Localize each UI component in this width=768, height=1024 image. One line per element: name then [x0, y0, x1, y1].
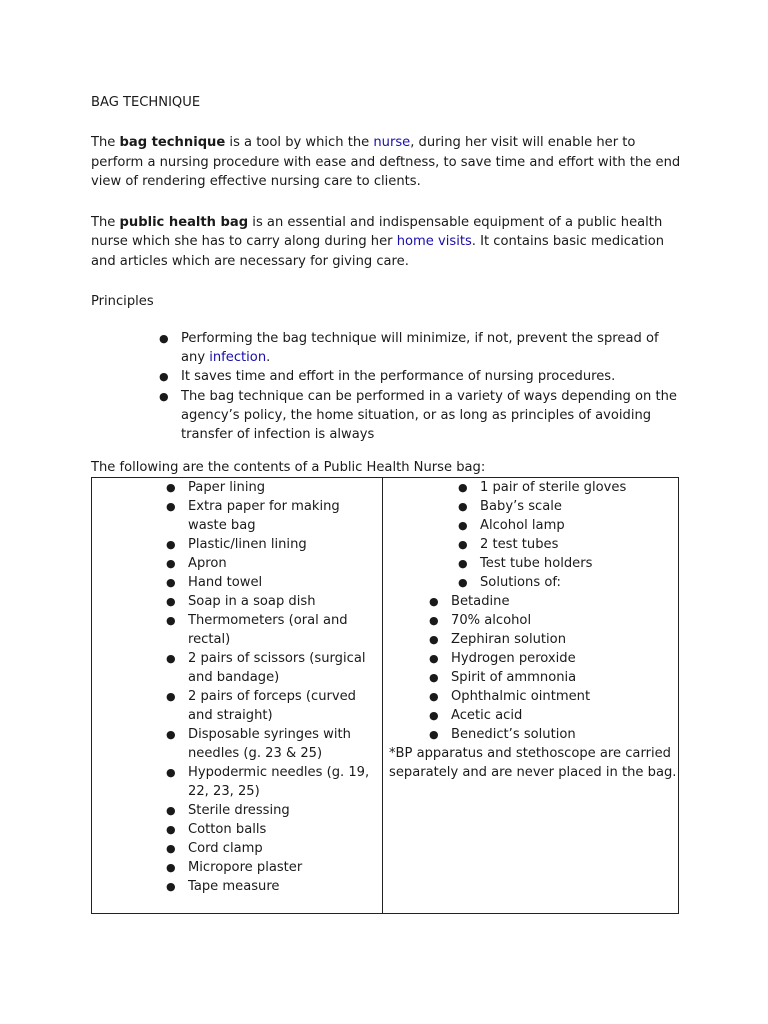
list-item	[458, 573, 678, 592]
bullet-icon: ●	[166, 538, 176, 552]
list-item-text: Baby’s scale	[480, 499, 562, 515]
bullet-icon: ●	[429, 709, 439, 723]
list-item	[429, 592, 678, 611]
para1-text-1: The	[91, 135, 120, 150]
list-item	[159, 387, 681, 445]
principle-text: The bag technique can be performed in a variety of ways depending on the agency’s policy, the home situation, or as long as principles of avoiding transfer of infection is always	[181, 388, 677, 443]
principle-text: Performing the bag technique will minimize, if not, prevent the spread of any	[181, 331, 659, 366]
document-title: BAG TECHNIQUE	[91, 95, 201, 110]
right-items-list	[383, 478, 678, 592]
list-item-text: Hand towel	[188, 575, 263, 591]
bullet-icon: ●	[159, 332, 169, 345]
bullet-icon: ●	[458, 576, 468, 590]
list-item-text: 2 pairs of forceps (curved and straight)	[188, 689, 356, 724]
list-item	[166, 820, 382, 839]
bp-apparatus-note: *BP apparatus and stethoscope are carried separately and are never placed in the bag.	[389, 746, 677, 781]
list-item	[458, 554, 678, 573]
bullet-icon: ●	[166, 823, 176, 837]
bullet-icon: ●	[429, 652, 439, 666]
list-item-text: Tape measure	[188, 879, 280, 895]
list-item-text: Paper lining	[188, 480, 266, 496]
list-item	[166, 649, 382, 687]
list-item-text: Betadine	[451, 594, 510, 610]
list-item-text: Extra paper for making waste bag	[188, 499, 340, 534]
para1-text-2: is a tool by which the	[225, 135, 374, 150]
list-item	[166, 554, 382, 573]
list-item-text: Soap in a soap dish	[188, 594, 316, 610]
public-health-bag-paragraph	[91, 213, 681, 272]
list-item	[429, 611, 678, 630]
principles-heading: Principles	[91, 294, 154, 309]
bullet-icon: ●	[458, 519, 468, 533]
para2-text-2: is an essential and indispensable equipment of a public health nurse which she has to carry along during her	[91, 214, 663, 249]
bullet-icon: ●	[166, 614, 176, 628]
home-visits-link[interactable]: home visits	[396, 234, 472, 249]
list-item-text: Apron	[188, 556, 227, 572]
list-item	[429, 687, 678, 706]
list-item-text: Test tube holders	[480, 556, 593, 572]
bullet-icon: ●	[429, 671, 439, 685]
bullet-icon: ●	[166, 804, 176, 818]
list-item	[429, 668, 678, 687]
bullet-icon: ●	[159, 370, 169, 384]
list-item	[458, 478, 678, 497]
list-item	[458, 516, 678, 535]
bullet-icon: ●	[166, 595, 176, 609]
list-item-text: Plastic/linen lining	[188, 537, 307, 553]
bullet-icon: ●	[159, 389, 169, 403]
bullet-icon: ●	[166, 842, 176, 856]
list-item	[458, 497, 678, 516]
list-item-text: Hydrogen peroxide	[451, 651, 576, 667]
list-item	[429, 630, 678, 649]
intro-paragraph	[91, 133, 681, 192]
list-item	[166, 687, 382, 725]
bullet-icon: ●	[166, 861, 176, 875]
bullet-icon: ●	[429, 595, 439, 609]
para1-bold-term: bag technique	[119, 135, 226, 150]
list-item-text: Hypodermic needles (g. 19, 22, 23, 25)	[188, 765, 370, 800]
principle-end: .	[266, 350, 271, 366]
list-item	[166, 611, 382, 649]
list-item-text: 70% alcohol	[451, 613, 532, 629]
contents-intro: The following are the contents of a Public Health Nurse bag:	[91, 460, 486, 476]
bullet-icon: ●	[429, 633, 439, 647]
list-item	[166, 478, 382, 497]
list-item-text: Sterile dressing	[188, 803, 290, 819]
list-item	[166, 592, 382, 611]
left-column	[92, 478, 383, 914]
para1-text-3: , during her visit will enable her to perform a nursing procedure with ease and deftness, to save time and effort with the end view of rendering effective nursing care to clients.	[91, 135, 681, 189]
bullet-icon: ●	[166, 500, 176, 514]
principle-text: It saves time and effort in the performance of nursing procedures.	[181, 369, 616, 385]
list-item	[166, 858, 382, 877]
bullet-icon: ●	[166, 481, 176, 495]
list-item	[458, 535, 678, 554]
infection-link[interactable]: infection	[209, 350, 267, 366]
bullet-icon: ●	[166, 557, 176, 571]
bullet-icon: ●	[429, 690, 439, 704]
list-item	[166, 497, 382, 535]
list-item	[166, 535, 382, 554]
bullet-icon: ●	[429, 614, 439, 628]
list-item-text: Micropore plaster	[188, 860, 303, 876]
list-item-text: 2 pairs of scissors (surgical and bandage)	[188, 651, 366, 686]
para2-text-3: . It contains basic medication and articles which are necessary for giving care.	[91, 234, 665, 269]
bag-contents-table	[91, 477, 679, 914]
list-item	[166, 725, 382, 763]
bullet-icon: ●	[166, 728, 176, 742]
list-item	[159, 329, 681, 367]
bullet-icon: ●	[429, 728, 439, 742]
list-item-text: Alcohol lamp	[480, 518, 565, 534]
list-item-text: 2 test tubes	[480, 537, 559, 553]
list-item	[159, 367, 681, 386]
list-item	[429, 706, 678, 725]
list-item-text: 1 pair of sterile gloves	[480, 480, 627, 496]
bullet-icon: ●	[166, 652, 176, 666]
bullet-icon: ●	[458, 557, 468, 571]
list-item-text: Ophthalmic ointment	[451, 689, 591, 705]
bullet-icon: ●	[166, 690, 176, 704]
list-item	[166, 877, 382, 896]
list-item-text: Spirit of ammnonia	[451, 670, 577, 686]
bullet-icon: ●	[458, 500, 468, 514]
para2-text-1: The	[91, 214, 120, 230]
bullet-icon: ●	[166, 766, 176, 780]
list-item-text: Zephiran solution	[451, 632, 566, 648]
nurse-link[interactable]: nurse	[373, 135, 411, 150]
list-item-text: Cotton balls	[188, 822, 267, 838]
list-item-text: Thermometers (oral and rectal)	[188, 613, 348, 648]
solutions-list	[383, 592, 678, 744]
principles-list	[91, 329, 681, 444]
bullet-icon: ●	[458, 481, 468, 495]
list-item	[429, 725, 678, 744]
list-item	[166, 763, 382, 801]
list-item-text: Acetic acid	[451, 708, 523, 724]
bullet-icon: ●	[166, 576, 176, 590]
right-column	[383, 478, 679, 914]
list-item-text: Solutions of:	[480, 575, 561, 591]
bullet-icon: ●	[458, 538, 468, 552]
bullet-icon: ●	[166, 880, 176, 894]
list-item-text: Benedict’s solution	[451, 727, 576, 743]
list-item	[429, 649, 678, 668]
list-item-text: Cord clamp	[188, 841, 263, 857]
list-item	[166, 801, 382, 820]
document-page	[91, 93, 681, 914]
list-item-text: Disposable syringes with needles (g. 23 & 25)	[188, 727, 351, 762]
list-item	[166, 573, 382, 592]
para2-bold-term: public health bag	[119, 214, 249, 230]
left-items-list	[92, 478, 382, 896]
list-item	[166, 839, 382, 858]
